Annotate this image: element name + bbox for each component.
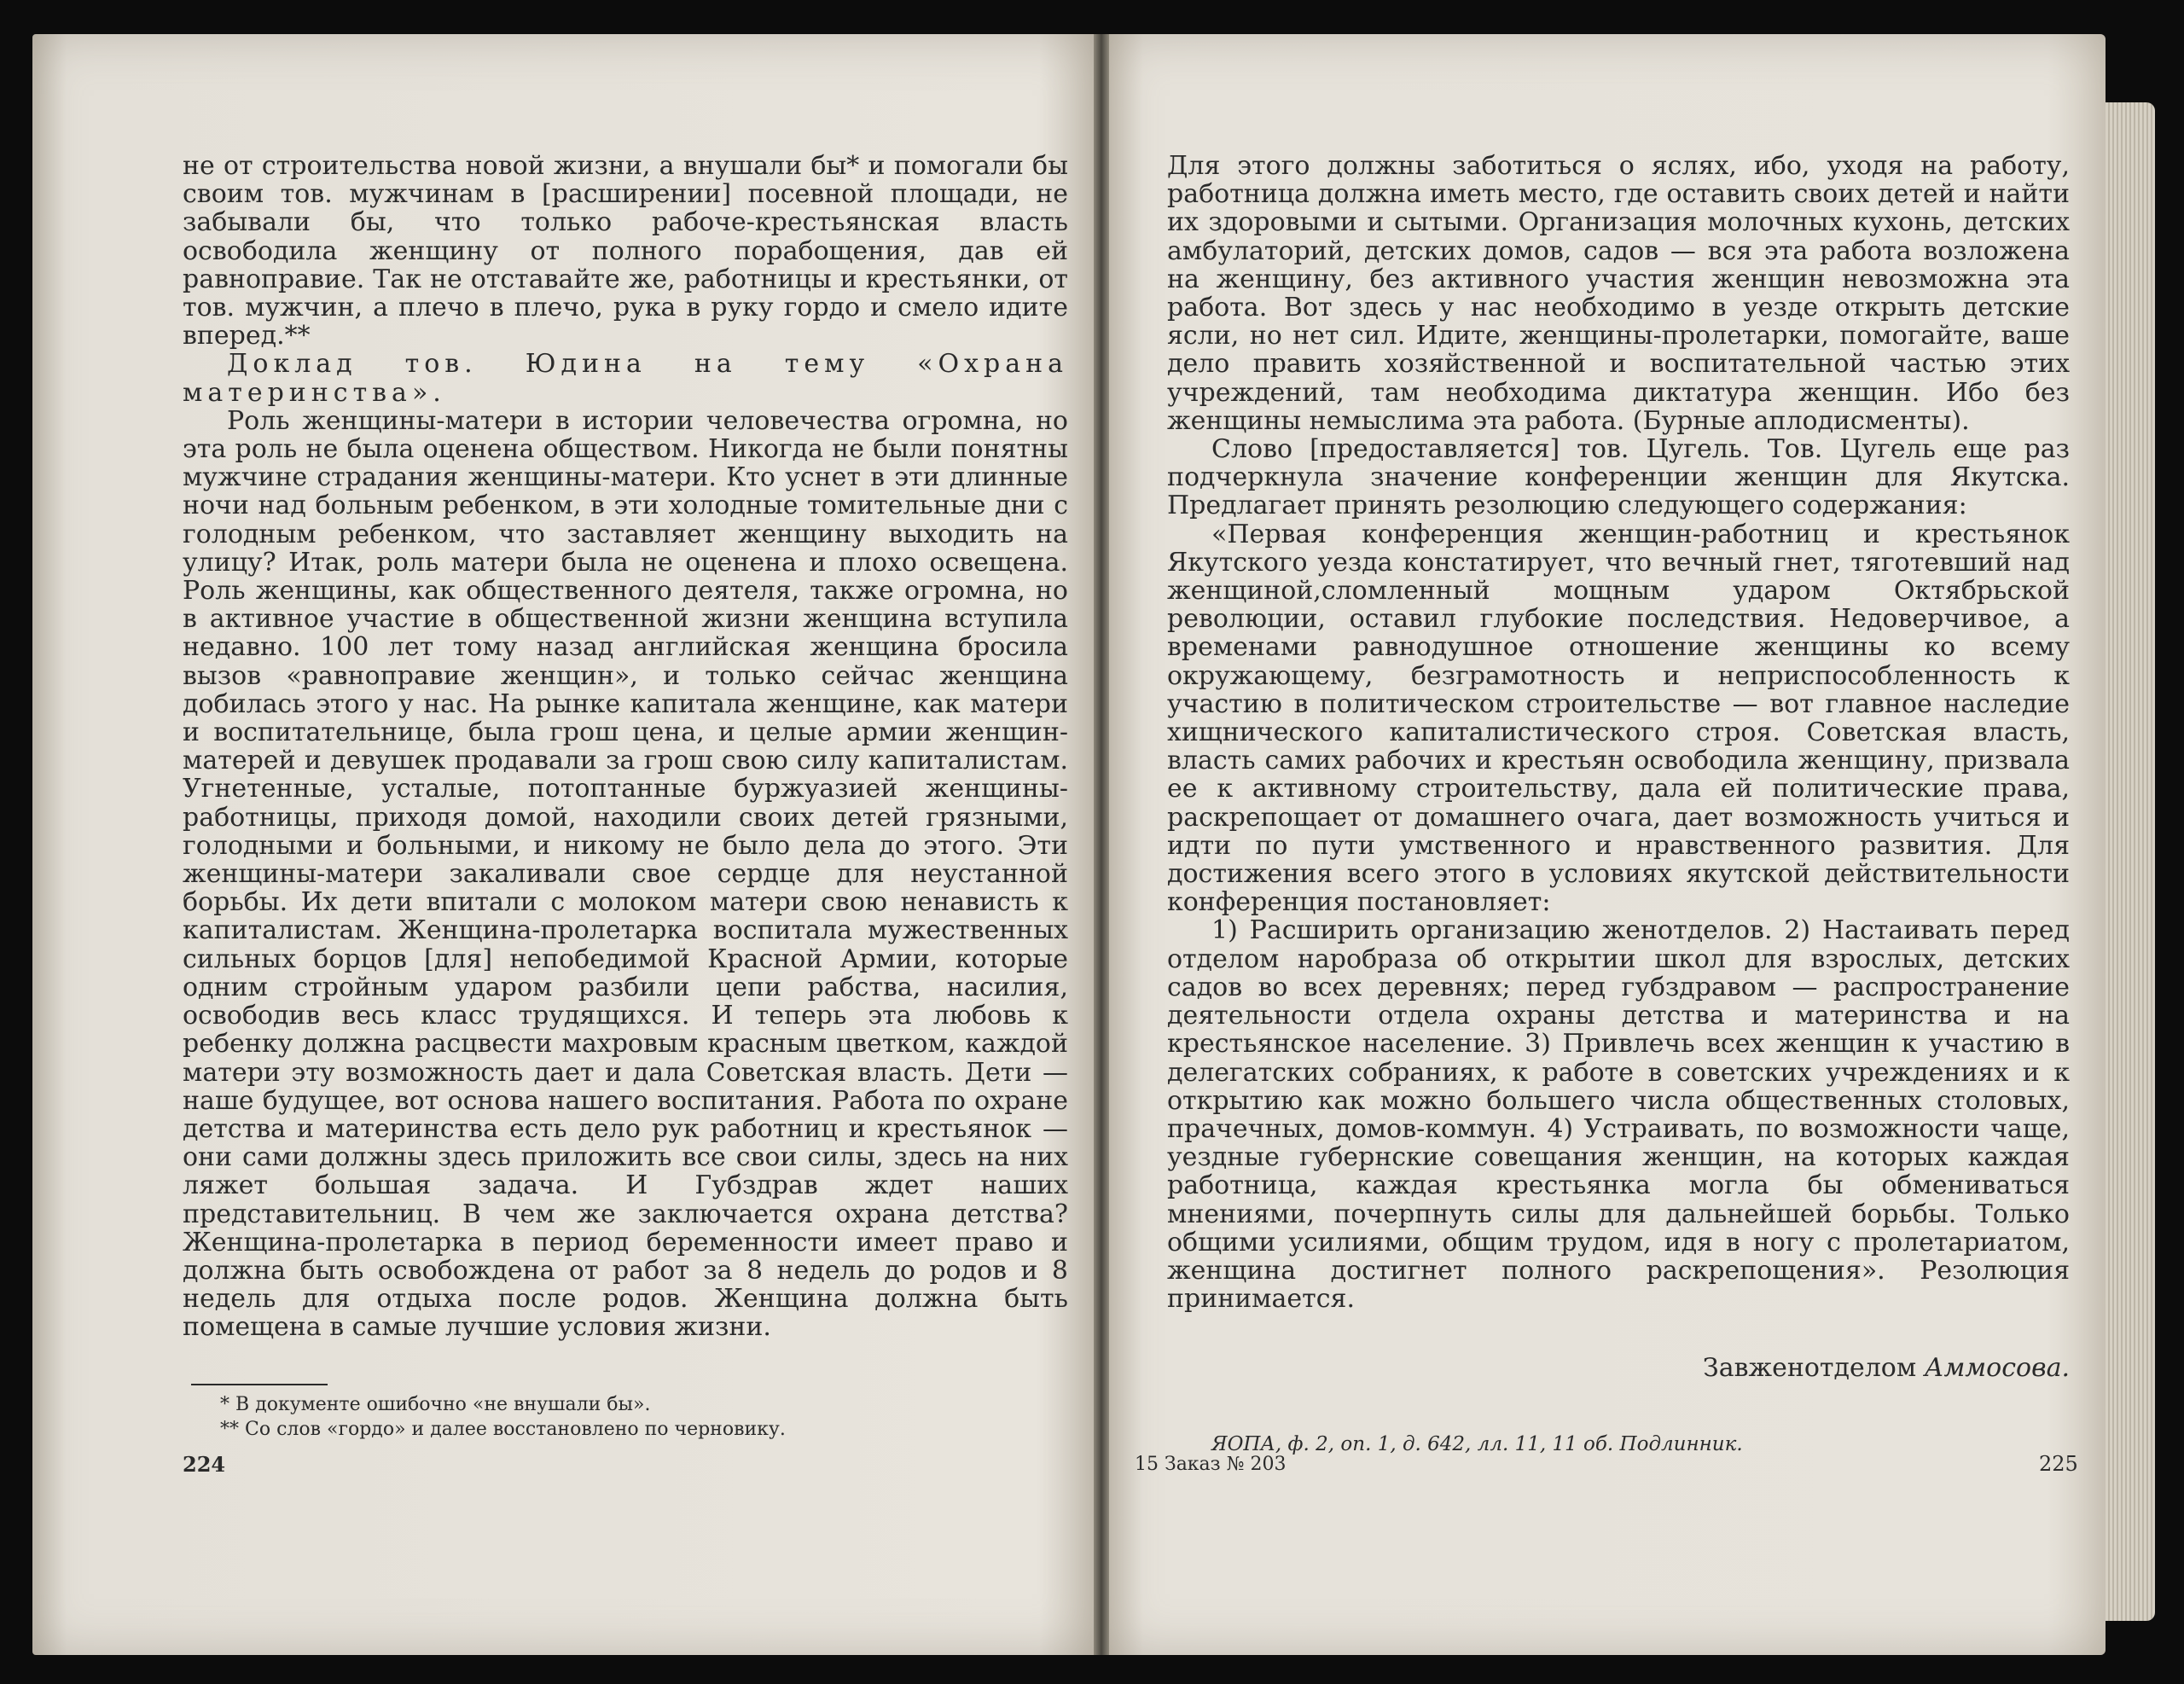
paragraph: 1) Расширить организацию женотделов. 2) Настаивать перед отделом наробраза об открытии школ для взрослых, детских садов во всех деревнях; перед губздравом — распространение деятельности отдела охраны детства и материнства и на крестьянское население. 3) Привлечь всех женщин к участию в делегатских собраниях, к работе в советских учреждениях и к открытию как можно большего числа общественных столовых, прачечных, домов-коммун. 4) Устраивать, по возможности чаще, уездные губернские совещания женщин, на которых каждая работница, каждая крестьянка могла бы обмениваться мнениями, почерпнуть силы для дальнейшей борьбы. Только общими усилиями, общим трудом, идя в ногу с пролетариатом, женщина достигнет полного раскрепощения». Резолюция принимается. (1167, 915, 2070, 1315)
right-page (1109, 34, 2106, 1655)
page-number: 225 (2039, 1452, 2078, 1476)
footnote: * В документе ошибочно «не внушали бы». (220, 1394, 651, 1415)
footnote: ** Со слов «гордо» и далее восстановлено по черновику. (220, 1419, 786, 1440)
page-edges (2106, 102, 2155, 1621)
signature (1703, 1353, 2070, 1383)
left-page-body (183, 152, 1068, 1342)
paragraph: не от строительства новой жизни, а внушали бы* и помогали бы своим тов. мужчинам в [расширении] посевной площади, не забывали бы, что только рабоче-крестьянская власть освободила женщину от полного порабощения, дав ей равноправие. Так не отставайте же, работницы и крестьянки, от тов. мужчин, а плечо в плечо, рука в руку гордо и смело идите вперед.** (183, 151, 1068, 351)
paragraph: Для этого должны заботиться о яслях, ибо, уходя на работу, работница должна иметь место, где оставить своих детей и найти их здоровыми и сытыми. Организация молочных кухонь, детских амбулаторий, детских домов, садов — вся эта работа возложена на женщину, без активного участия женщин невозможна эта работа. Вот здесь у нас необходимо в уезде открыть детские ясли, но нет сил. Идите, женщины-пролетарки, помогайте, ваше дело править хозяйственной и воспитательной частью этих учреждений, там необходима диктатура женщин. Ибо без женщины немыслима эта работа. (Бурные аплодисменты). (1167, 151, 2070, 436)
left-page (32, 34, 1094, 1655)
open-book (32, 34, 2157, 1655)
signature-name: Аммосова. (1924, 1353, 2070, 1383)
right-page-body (1167, 152, 2070, 1313)
order-mark: 15 Заказ № 203 (1135, 1454, 1287, 1475)
archive-source: ЯОПА, ф. 2, оп. 1, д. 642, лл. 11, 11 об. Подлинник. (1211, 1433, 1743, 1455)
paragraph: Роль женщины-матери в истории человечества огромна, но эта роль не была оценена обществом. Никогда не были понятны мужчине страдания женщины-матери. Кто уснет в эти длинные ночи над больным ребенком, в эти холодные томительные дни с голодным ребенком, что заставляет женщину выходить на улицу? Итак, роль матери была не оценена и плохо освещена. Роль женщины, как общественного деятеля, также огромна, но в активное участие в общественной жизни женщина вступила недавно. 100 лет тому назад английская женщина бросила вызов «равноправие женщин», и только сейчас женщина добилась этого у нас. На рынке капитала женщине, как матери и воспитательнице, была грош цена, и целые армии женщин-матерей и девушек продавали за грош свою силу капиталистам. Угнетенные, усталые, потоптанные буржуазией женщины-работницы, приходя домой, находили своих детей грязными, голодными и больными, и никому не было дела до этого. Эти женщины-матери закаливали свое сердце для неустанной борьбы. Их дети впитали с молоком матери свою ненависть к капиталистам. Женщина-пролетарка воспитала мужественных сильных борцов [для] непобедимой Красной Армии, которые одним стройным ударом разбили цепи рабства, насилия, освободив весь класс трудящихся. И теперь эта любовь к ребенку должна расцвести махровым красным цветком, каждой матери эту возможность дает и дала Советская власть. Дети — наше будущее, вот основа нашего воспитания. Работа по охране детства и материнства есть дело рук работниц и крестьянок — они сами должны здесь приложить все свои силы, здесь на них ляжет большая задача. И Губздрав ждет наших представительниц. В чем же заключается охрана детства? Женщина-пролетарка в период беременности имеет право и должна быть освобождена от работ за 8 недель до родов и 8 недель для отдыха после родов. Женщина должна быть помещена в самые лучшие условия жизни. (183, 405, 1068, 1343)
report-heading: Доклад тов. Юдина на тему «Охрана материнства». (183, 349, 1068, 408)
signature-title: Завженотделом (1703, 1353, 1917, 1383)
book-gutter (1094, 34, 1109, 1655)
paragraph: «Первая конференция женщин-работниц и крестьянок Якутского уезда констатирует, что вечный гнет, тяготевший над женщиной,сломленный мощным ударом Октябрьской революции, оставил глубокие последствия. Недоверчивое, а временами равнодушное отношение женщины ко всему окружающему, безграмотность и неприспособленность к участию в политическом строительстве — вот главное наследие хищнического капиталистического строя. Советская власть, власть самих рабочих и крестьян освободила женщину, призвала ее к активному строительству, дала ей политические права, раскрепощает от домашнего очага, дает возможность учиться и идти по пути умственного и нравственного развития. Для достижения всего этого в условиях якутской действительности конференция постановляет: (1167, 519, 2070, 918)
footnotes (220, 1392, 988, 1442)
page-number: 224 (183, 1452, 226, 1477)
footnote-divider (191, 1384, 328, 1385)
paragraph: Слово [предоставляется] тов. Цугель. Тов. Цугель еще раз подчеркнула значение конференции женщин для Якутска. Предлагает принять резолюцию следующего содержания: (1167, 434, 2070, 521)
